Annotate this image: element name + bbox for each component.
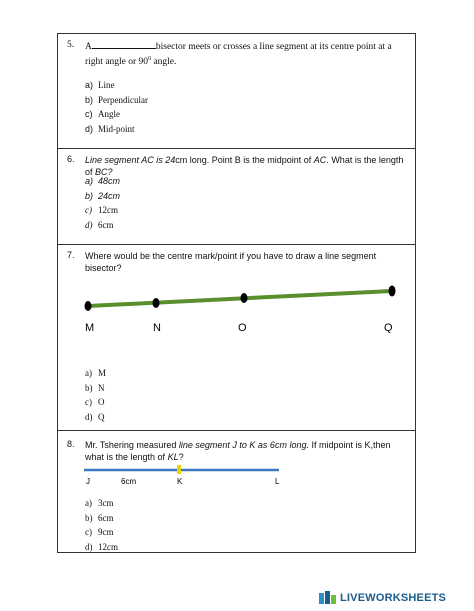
line-segment-mnoq [76,273,416,333]
option-c[interactable]: c) O [85,397,105,407]
label-l: L [275,477,280,486]
question-text: Mr. Tshering measured line segment J to K as 6cm long. If midpoint is K,then what is the length of KL? [85,440,391,462]
label-m: M [85,322,95,333]
question-5 [58,34,415,149]
liveworksheets-logo [319,591,446,605]
option-b[interactable]: b) Perpendicular [85,94,148,105]
answer-blank [92,40,156,49]
green-line-segment [88,291,392,306]
question-number: 7. [67,250,75,260]
option-c[interactable]: c) 9cm [85,527,114,537]
point-m [85,301,92,311]
question-number: 6. [67,154,75,164]
options-list [85,174,120,232]
option-d[interactable]: d) 12cm [85,541,118,552]
midpoint-marker [177,465,181,474]
question-table [57,33,416,553]
label-k: K [177,477,183,486]
option-b[interactable]: b) 6cm [85,512,114,523]
option-a[interactable]: a) 48cm [85,176,121,186]
option-a[interactable]: a) Line [85,80,115,90]
question-7 [58,245,415,431]
option-b[interactable]: b) 24cm [85,190,121,201]
question-text: Line segment AC is 24cm long. Point B is the midpoint of AC. What is the length of BC? [85,155,404,177]
label-q: Q [384,322,393,333]
question-text: A bisector meets or crosses a line segment at its centre point at a right angle or $90^0$ angle. [85,42,392,68]
label-6cm: 6cm [121,477,137,486]
option-b[interactable]: b) N [85,382,105,393]
line-segment-jkl [83,465,293,489]
brand-text: LIVEWORKSHEETS [340,591,447,604]
option-a[interactable]: a) M [85,368,107,378]
point-q [389,286,396,297]
label-n: N [153,322,161,333]
options-list [85,496,118,554]
question-8 [58,431,415,552]
question-text: Where would be the centre mark/point if you have to draw a line segment bisector? [85,251,377,273]
label-j: J [86,477,90,486]
option-c[interactable]: c) Angle [85,109,120,119]
option-d[interactable]: d) Mid-point [85,123,135,134]
logo-icon [319,591,337,605]
question-number: 5. [67,40,75,50]
point-o [241,293,248,303]
options-list [85,78,148,136]
option-d[interactable]: d) Q [85,411,105,422]
question-number: 8. [67,439,75,449]
option-d[interactable]: d) 6cm [85,219,114,230]
option-a[interactable]: a) 3cm [85,498,114,508]
label-o: O [238,322,247,333]
options-list [85,366,106,424]
question-6 [58,149,415,245]
point-n [153,298,160,308]
option-c[interactable]: c) 12cm [85,205,118,215]
